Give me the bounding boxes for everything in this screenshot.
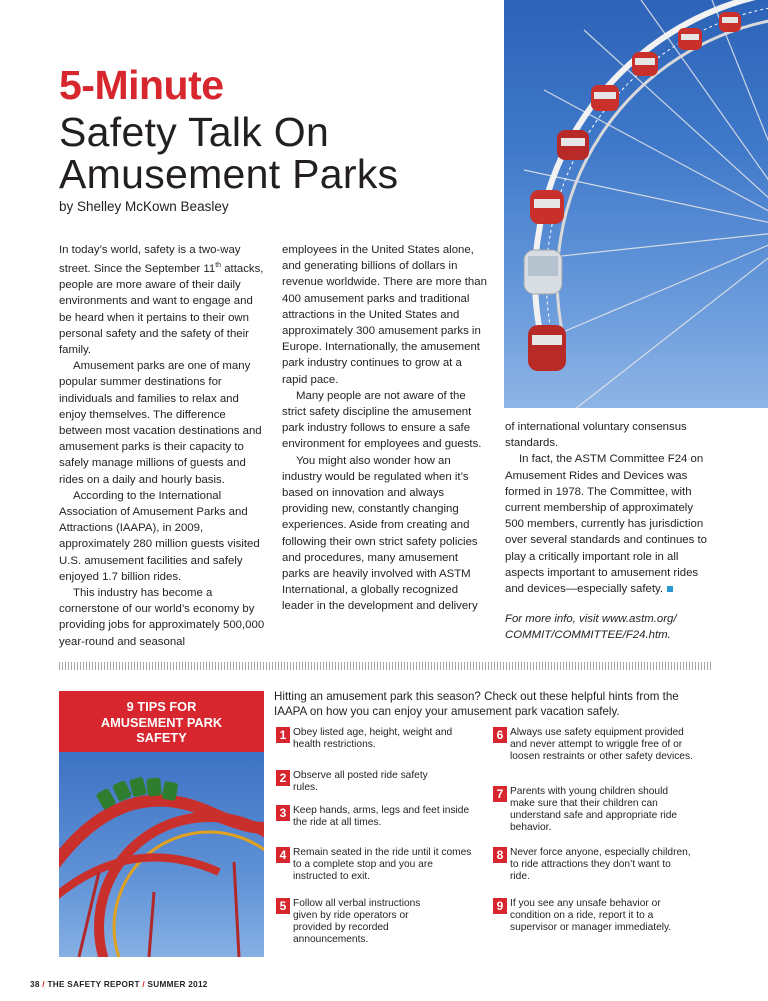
- paragraph: Many people are not aware of the strict safety discipline the amusement park industry follows to ensure a safe environment for employees and guests.: [282, 389, 482, 451]
- ferris-wheel-photo: [504, 0, 768, 408]
- paragraph: of international voluntary consensus standards.: [505, 421, 687, 450]
- issue-date: SUMMER 2012: [147, 980, 208, 989]
- tip-text: If you see any unsafe behavior or condition on a ride, report it to a supervisor or manager immediately.: [510, 898, 672, 933]
- more-info-link[interactable]: For more info, visit www.astm.org/ COMMIT/COMMITTEE/F24.htm.: [505, 613, 677, 642]
- tip-item: [493, 786, 693, 834]
- paragraph: According to the International Association of Amusement Parks and Attractions (IAAPA), in 2009, approximately 280 million guests visited U.S. amusement facilities and safely enjoyed 1.7 billion rides.: [59, 489, 260, 583]
- paragraph: You might also wonder how an industry would be regulated when it’s based on innovation and always providing new, constantly changing experiences. Aside from creating and following their own strict safety policies and procedures, many amusement parks are heavily involved with ASTM International, a globally recognized leader in the development and delivery: [282, 454, 478, 613]
- tip-text: Never force anyone, especially children, to ride attractions they don’t want to ride.: [510, 847, 691, 882]
- article-title-highlight: 5-Minute: [59, 62, 224, 108]
- tip-item: [276, 847, 476, 883]
- tip-number: 9: [493, 898, 507, 914]
- tip-number: 8: [493, 847, 507, 863]
- article-column-1: [59, 242, 265, 650]
- tip-text: Remain seated in the ride until it comes to a complete stop and you are instructed to exit.: [293, 847, 472, 882]
- article-title-line-1: Safety Talk On: [59, 109, 330, 155]
- end-mark-icon: [667, 586, 673, 592]
- tip-item: [493, 898, 693, 934]
- article-title-line-2: Amusement Parks: [59, 151, 399, 197]
- tip-item: [493, 727, 693, 763]
- article-column-2: [282, 242, 488, 615]
- article-column-3: [505, 419, 713, 644]
- tip-text: Follow all verbal instructions given by ride operators or provided by recorded announcements.: [293, 898, 421, 945]
- tip-item: [276, 727, 476, 751]
- tip-number: 3: [276, 805, 290, 821]
- tip-number: 6: [493, 727, 507, 743]
- paragraph: In fact, the ASTM Committee F24 on Amusement Rides and Devices was formed in 1978. The Committee, with current membership of approximately 500 members, currently has jurisdiction over several standards and continues to play a critically important role in all aspects important to amusement rides and devices—especially safety.: [505, 453, 707, 596]
- tip-item: [276, 805, 476, 829]
- paragraph: Amusement parks are one of many popular summer destinations for individuals and families to relax and enjoy themselves. The difference between most vacation destinations and amusement parks is their capacity to safely manage millions of guests and rides on a daily and hourly basis.: [59, 360, 262, 486]
- tip-number: 7: [493, 786, 507, 802]
- roller-coaster-photo: [59, 752, 264, 957]
- tip-text: Obey listed age, height, weight and health restrictions.: [293, 727, 453, 750]
- publication-name: THE SAFETY REPORT: [47, 980, 140, 989]
- paragraph: This industry has become a cornerstone of our world’s economy by providing jobs for approximately 500,000 year-round and seasonal: [59, 587, 265, 648]
- tips-intro: Hitting an amusement park this season? Check out these helpful hints from the IAAPA on how you can enjoy your amusement park vacation safely.: [274, 690, 679, 718]
- tip-number: 5: [276, 898, 290, 914]
- tip-text: Keep hands, arms, legs and feet inside the ride at all times.: [293, 805, 470, 828]
- section-divider: [59, 662, 713, 670]
- tip-number: 4: [276, 847, 290, 863]
- tips-box-title: 9 TIPS FOR AMUSEMENT PARK SAFETY: [59, 691, 264, 752]
- tip-item: [493, 847, 693, 883]
- tip-number: 1: [276, 727, 290, 743]
- byline: by Shelley McKown Beasley: [59, 199, 229, 214]
- page-footer: 38 / THE SAFETY REPORT / SUMMER 2012: [30, 980, 208, 989]
- tip-number: 2: [276, 770, 290, 786]
- tip-text: Observe all posted ride safety rules.: [293, 770, 428, 793]
- page-number: 38: [30, 980, 40, 989]
- paragraph: employees in the United States alone, and generating billions of dollars in revenue worldwide. There are more than 400 amusement parks and traditional attractions in the United States and approximately 300 amusement parks in Europe. Internationally, the amusement park industry continues to grow at a rapid pace.: [282, 244, 487, 386]
- tip-item: [276, 770, 476, 794]
- tip-item: [276, 898, 476, 946]
- tip-text: Parents with young children should make sure that their children can understand safe and appropriate ride behavior.: [510, 786, 678, 833]
- paragraph: In today’s world, safety is a two-way street. Since the September 11th attacks, people are more aware of their daily environments and want to engage and be heard when it pertains to their own personal safety and the safety of their family.: [59, 244, 264, 357]
- tip-text: Always use safety equipment provided and never attempt to wriggle free of or loosen restraints or other safety devices.: [510, 727, 693, 762]
